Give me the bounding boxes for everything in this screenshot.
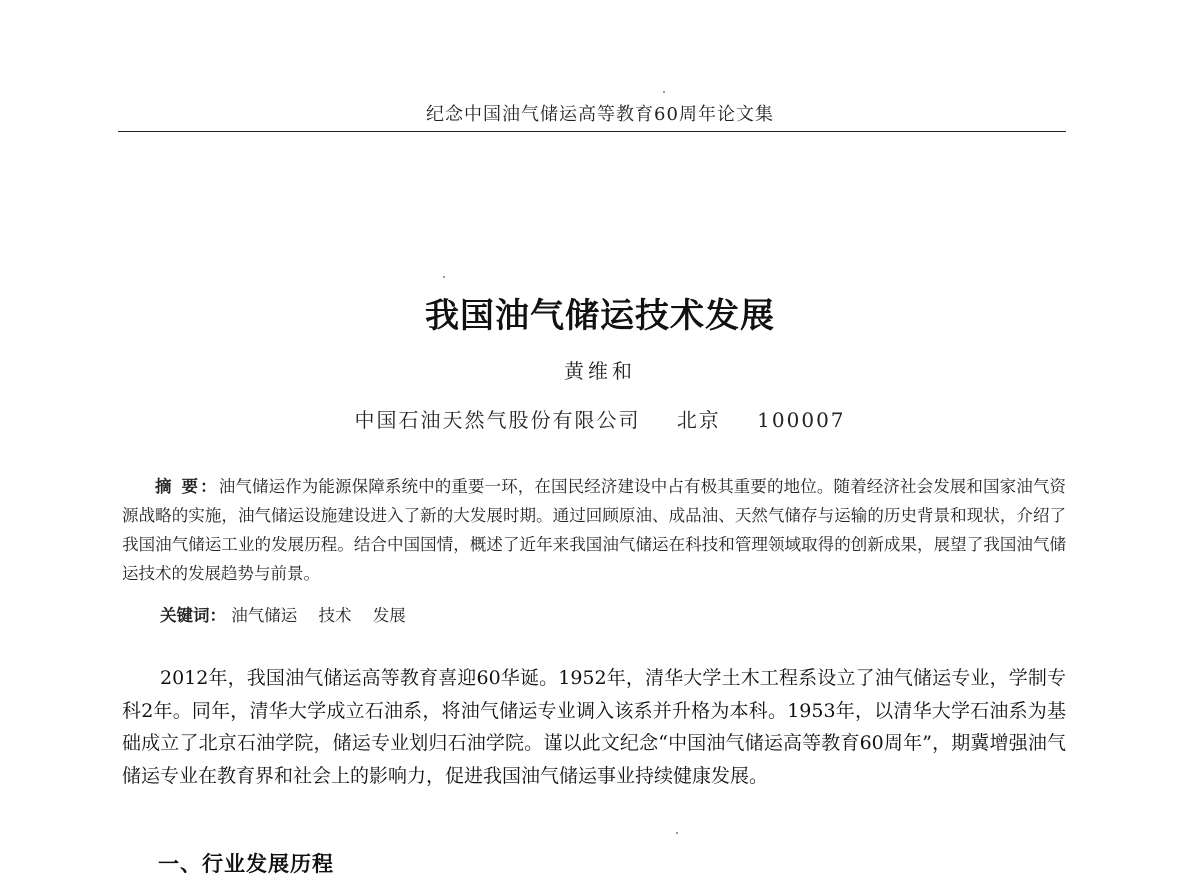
keywords-label: 关键词： (160, 606, 226, 625)
affiliation-postcode: 100007 (757, 408, 846, 432)
keyword-item: 油气储运 (231, 606, 298, 625)
section-heading: 一、行业发展历程 (158, 852, 334, 876)
paper-title: 我国油气储运技术发展 (425, 296, 775, 336)
header-rule (118, 131, 1066, 132)
keyword-item: 技术 (318, 606, 352, 625)
running-header: 纪念中国油气储运高等教育60周年论文集 (426, 104, 774, 125)
scan-speck (443, 276, 445, 278)
abstract-label: 摘 要： (155, 477, 219, 496)
affiliation-city: 北京 (676, 408, 721, 432)
keywords (160, 601, 1060, 630)
keyword-item: 发展 (372, 606, 406, 625)
paper-author: 黄维和 (564, 359, 636, 383)
affiliation-organization: 中国石油天然气股份有限公司 (354, 408, 641, 432)
abstract-text: 油气储运作为能源保障系统中的重要一环，在国民经济建设中占有极其重要的地位。随着经济社会发展和国家油气资源战略的实施，油气储运设施建设进入了新的大发展时期。通过回顾原油、成品油、天然气储存与运输的历史背景和现状，介绍了我国油气储运工业的发展历程。结合中国国情，概述了近年来我国油气储运在科技和管理领域取得的创新成果，展望了我国油气储运技术的发展趋势与前景。 (122, 477, 1067, 583)
paper-affiliation (0, 404, 1200, 433)
scan-speck (676, 832, 678, 834)
scan-speck (663, 91, 665, 93)
body-paragraph: 2012年，我国油气储运高等教育喜迎60华诞。1952年，清华大学土木工程系设立了油气储运专业，学制专科2年。同年，清华大学成立石油系，将油气储运专业调入该系并升格为本科。1953年，以清华大学石油系为基础成立了北京石油学院，储运专业划归石油学院。谨以此文纪念“中国油气储运高等教育60周年”，期冀增强油气储运专业在教育界和社会上的影响力，促进我国油气储运事业持续健康发展。 (122, 667, 1066, 787)
abstract (122, 472, 1066, 588)
